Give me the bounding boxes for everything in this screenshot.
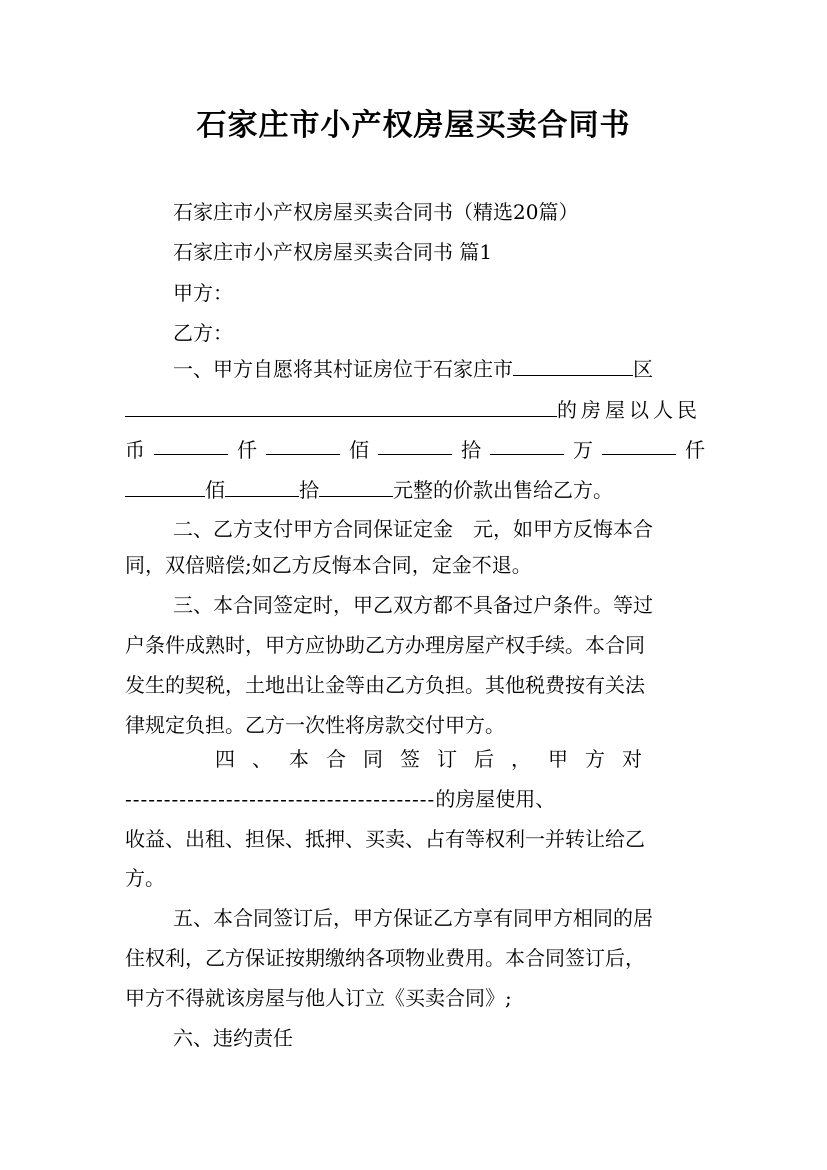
clause-1-text-e: 元整的价款出售给乙方。 [393, 478, 613, 502]
property-blank: ---------------------------------------- [125, 787, 436, 811]
amount-blank [602, 436, 676, 455]
unit-qian: 仟 [685, 438, 705, 462]
party-b-label: 乙方： [173, 321, 233, 345]
unit-shi: 拾 [299, 478, 319, 502]
party-a-label: 甲方： [173, 281, 233, 305]
document-title: 石家庄市小产权房屋买卖合同书 [196, 108, 631, 143]
unit-bai: 佰 [205, 478, 225, 502]
clause-1-line-2 [125, 396, 705, 424]
amount-blank [266, 436, 340, 455]
clause-1-text-b: 区 [633, 357, 653, 381]
unit-wan: 万 [573, 438, 593, 462]
clause-2-line-1: 二、乙方支付甲方合同保证定金 元，如甲方反悔本合 [173, 517, 653, 541]
amount-blank [490, 436, 564, 455]
clause-3-line-2: 户条件成熟时，甲方应协助乙方办理房屋产权手续。本合同 [125, 633, 645, 657]
amount-blank [154, 436, 228, 455]
amount-blank [319, 478, 393, 497]
clause-5-line-2: 住权利，乙方保证按期缴纳各项物业费用。本合同签订后， [125, 946, 645, 970]
clause-1-text-c: 的房屋以人民 [557, 398, 701, 422]
clause-1-line-1 [125, 355, 705, 383]
clause-4-line-3: 收益、出租、担保、抵押、买卖、占有等权利一并转让给乙 [125, 827, 645, 851]
clause-2-line-2: 同，双倍赔偿;如乙方反悔本合同，定金不退。 [125, 553, 532, 577]
clause-3-line-3: 发生的契税，土地出让金等由乙方负担。其他税费按有关法 [125, 673, 645, 697]
clause-1-line-4 [125, 476, 705, 504]
unit-bai: 佰 [349, 438, 369, 462]
unit-qian: 仟 [237, 438, 257, 462]
clause-4-text-b: 的房屋使用、 [435, 787, 556, 811]
clause-3-line-1: 三、本合同签定时，甲乙双方都不具备过户条件。等过 [173, 593, 653, 617]
unit-bi: 币 [125, 438, 145, 462]
clause-5-line-3: 甲方不得就该房屋与他人订立《买卖合同》; [125, 986, 512, 1010]
clause-1-text-a: 一、甲方自愿将其村证房位于石家庄市 [173, 357, 513, 381]
clause-1-line-3 [125, 436, 705, 464]
unit-shi: 拾 [461, 438, 481, 462]
amount-blank [378, 436, 452, 455]
clause-4-line-2 [125, 785, 705, 813]
clause-4-line-4: 方。 [125, 866, 165, 890]
heading-collection: 石家庄市小产权房屋买卖合同书（精选20篇） [173, 200, 579, 224]
heading-part-1: 石家庄市小产权房屋买卖合同书 篇1 [173, 240, 493, 264]
clause-6-heading: 六、违约责任 [173, 1026, 293, 1050]
clause-5-line-1: 五、本合同签订后，甲方保证乙方享有同甲方相同的居 [173, 906, 653, 930]
amount-blank [125, 478, 205, 497]
district-blank [513, 357, 633, 376]
address-blank [125, 398, 557, 417]
amount-blank [225, 478, 299, 497]
clause-4-line-1: 四、本合同签订后，甲方对 [215, 747, 659, 771]
clause-3-line-4: 律规定负担。乙方一次性将房款交付甲方。 [125, 713, 505, 737]
